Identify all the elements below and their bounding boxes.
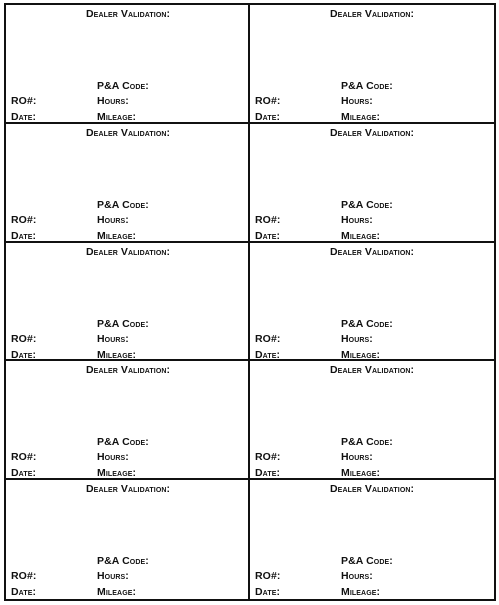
pa-code-label: P&A Code: bbox=[341, 198, 393, 211]
mileage-label: Mileage: bbox=[341, 467, 381, 480]
hours-label: Hours: bbox=[97, 332, 129, 345]
date-label: Date: bbox=[11, 111, 37, 123]
pa-code-label: P&A Code: bbox=[97, 555, 149, 568]
ro-number-label: RO#: bbox=[255, 95, 281, 107]
hours-label: Hours: bbox=[341, 570, 373, 583]
date-label: Date: bbox=[255, 111, 281, 123]
dealer-validation-label: Dealer Validation: bbox=[86, 483, 171, 496]
hours-label: Hours: bbox=[341, 95, 373, 107]
pa-code-label: P&A Code: bbox=[341, 436, 393, 449]
dealer-validation-label: Dealer Validation: bbox=[86, 126, 171, 139]
ro-number-label: RO#: bbox=[11, 95, 37, 107]
validation-card bbox=[6, 124, 250, 243]
hours-label: Hours: bbox=[97, 451, 129, 464]
dealer-validation-label: Dealer Validation: bbox=[86, 364, 171, 377]
date-label: Date: bbox=[11, 229, 37, 242]
ro-number-label: RO#: bbox=[11, 332, 37, 345]
date-label: Date: bbox=[11, 467, 37, 480]
pa-code-label: P&A Code: bbox=[341, 555, 393, 568]
ro-number-label: RO#: bbox=[11, 213, 37, 226]
ro-number-label: RO#: bbox=[255, 570, 281, 583]
date-label: Date: bbox=[11, 586, 37, 599]
hours-label: Hours: bbox=[341, 213, 373, 226]
mileage-label: Mileage: bbox=[97, 111, 137, 123]
validation-card bbox=[250, 243, 494, 362]
validation-card bbox=[6, 243, 250, 362]
date-label: Date: bbox=[255, 348, 281, 361]
ro-number-label: RO#: bbox=[255, 332, 281, 345]
dealer-validation-label: Dealer Validation: bbox=[330, 483, 415, 496]
hours-label: Hours: bbox=[341, 451, 373, 464]
dealer-validation-label: Dealer Validation: bbox=[86, 8, 171, 20]
validation-card bbox=[250, 5, 494, 124]
pa-code-label: P&A Code: bbox=[97, 317, 149, 330]
dealer-validation-label: Dealer Validation: bbox=[330, 8, 415, 20]
dealer-validation-label: Dealer Validation: bbox=[330, 126, 415, 139]
mileage-label: Mileage: bbox=[97, 586, 137, 599]
mileage-label: Mileage: bbox=[97, 229, 137, 242]
validation-card bbox=[250, 124, 494, 243]
date-label: Date: bbox=[255, 467, 281, 480]
hours-label: Hours: bbox=[97, 570, 129, 583]
mileage-label: Mileage: bbox=[97, 348, 137, 361]
mileage-label: Mileage: bbox=[341, 111, 381, 123]
validation-card bbox=[250, 480, 494, 599]
mileage-label: Mileage: bbox=[341, 229, 381, 242]
validation-card bbox=[6, 5, 250, 124]
hours-label: Hours: bbox=[97, 213, 129, 226]
pa-code-label: P&A Code: bbox=[97, 80, 149, 92]
validation-card bbox=[250, 361, 494, 480]
pa-code-label: P&A Code: bbox=[341, 80, 393, 92]
pa-code-label: P&A Code: bbox=[341, 317, 393, 330]
date-label: Date: bbox=[255, 229, 281, 242]
pa-code-label: P&A Code: bbox=[97, 436, 149, 449]
date-label: Date: bbox=[11, 348, 37, 361]
validation-sheet bbox=[4, 3, 496, 601]
mileage-label: Mileage: bbox=[341, 586, 381, 599]
ro-number-label: RO#: bbox=[255, 213, 281, 226]
dealer-validation-label: Dealer Validation: bbox=[330, 364, 415, 377]
ro-number-label: RO#: bbox=[11, 451, 37, 464]
pa-code-label: P&A Code: bbox=[97, 198, 149, 211]
dealer-validation-label: Dealer Validation: bbox=[86, 245, 171, 258]
dealer-validation-label: Dealer Validation: bbox=[330, 245, 415, 258]
mileage-label: Mileage: bbox=[97, 467, 137, 480]
hours-label: Hours: bbox=[97, 95, 129, 107]
mileage-label: Mileage: bbox=[341, 348, 381, 361]
ro-number-label: RO#: bbox=[11, 570, 37, 583]
hours-label: Hours: bbox=[341, 332, 373, 345]
validation-card bbox=[6, 480, 250, 599]
validation-card bbox=[6, 361, 250, 480]
ro-number-label: RO#: bbox=[255, 451, 281, 464]
date-label: Date: bbox=[255, 586, 281, 599]
